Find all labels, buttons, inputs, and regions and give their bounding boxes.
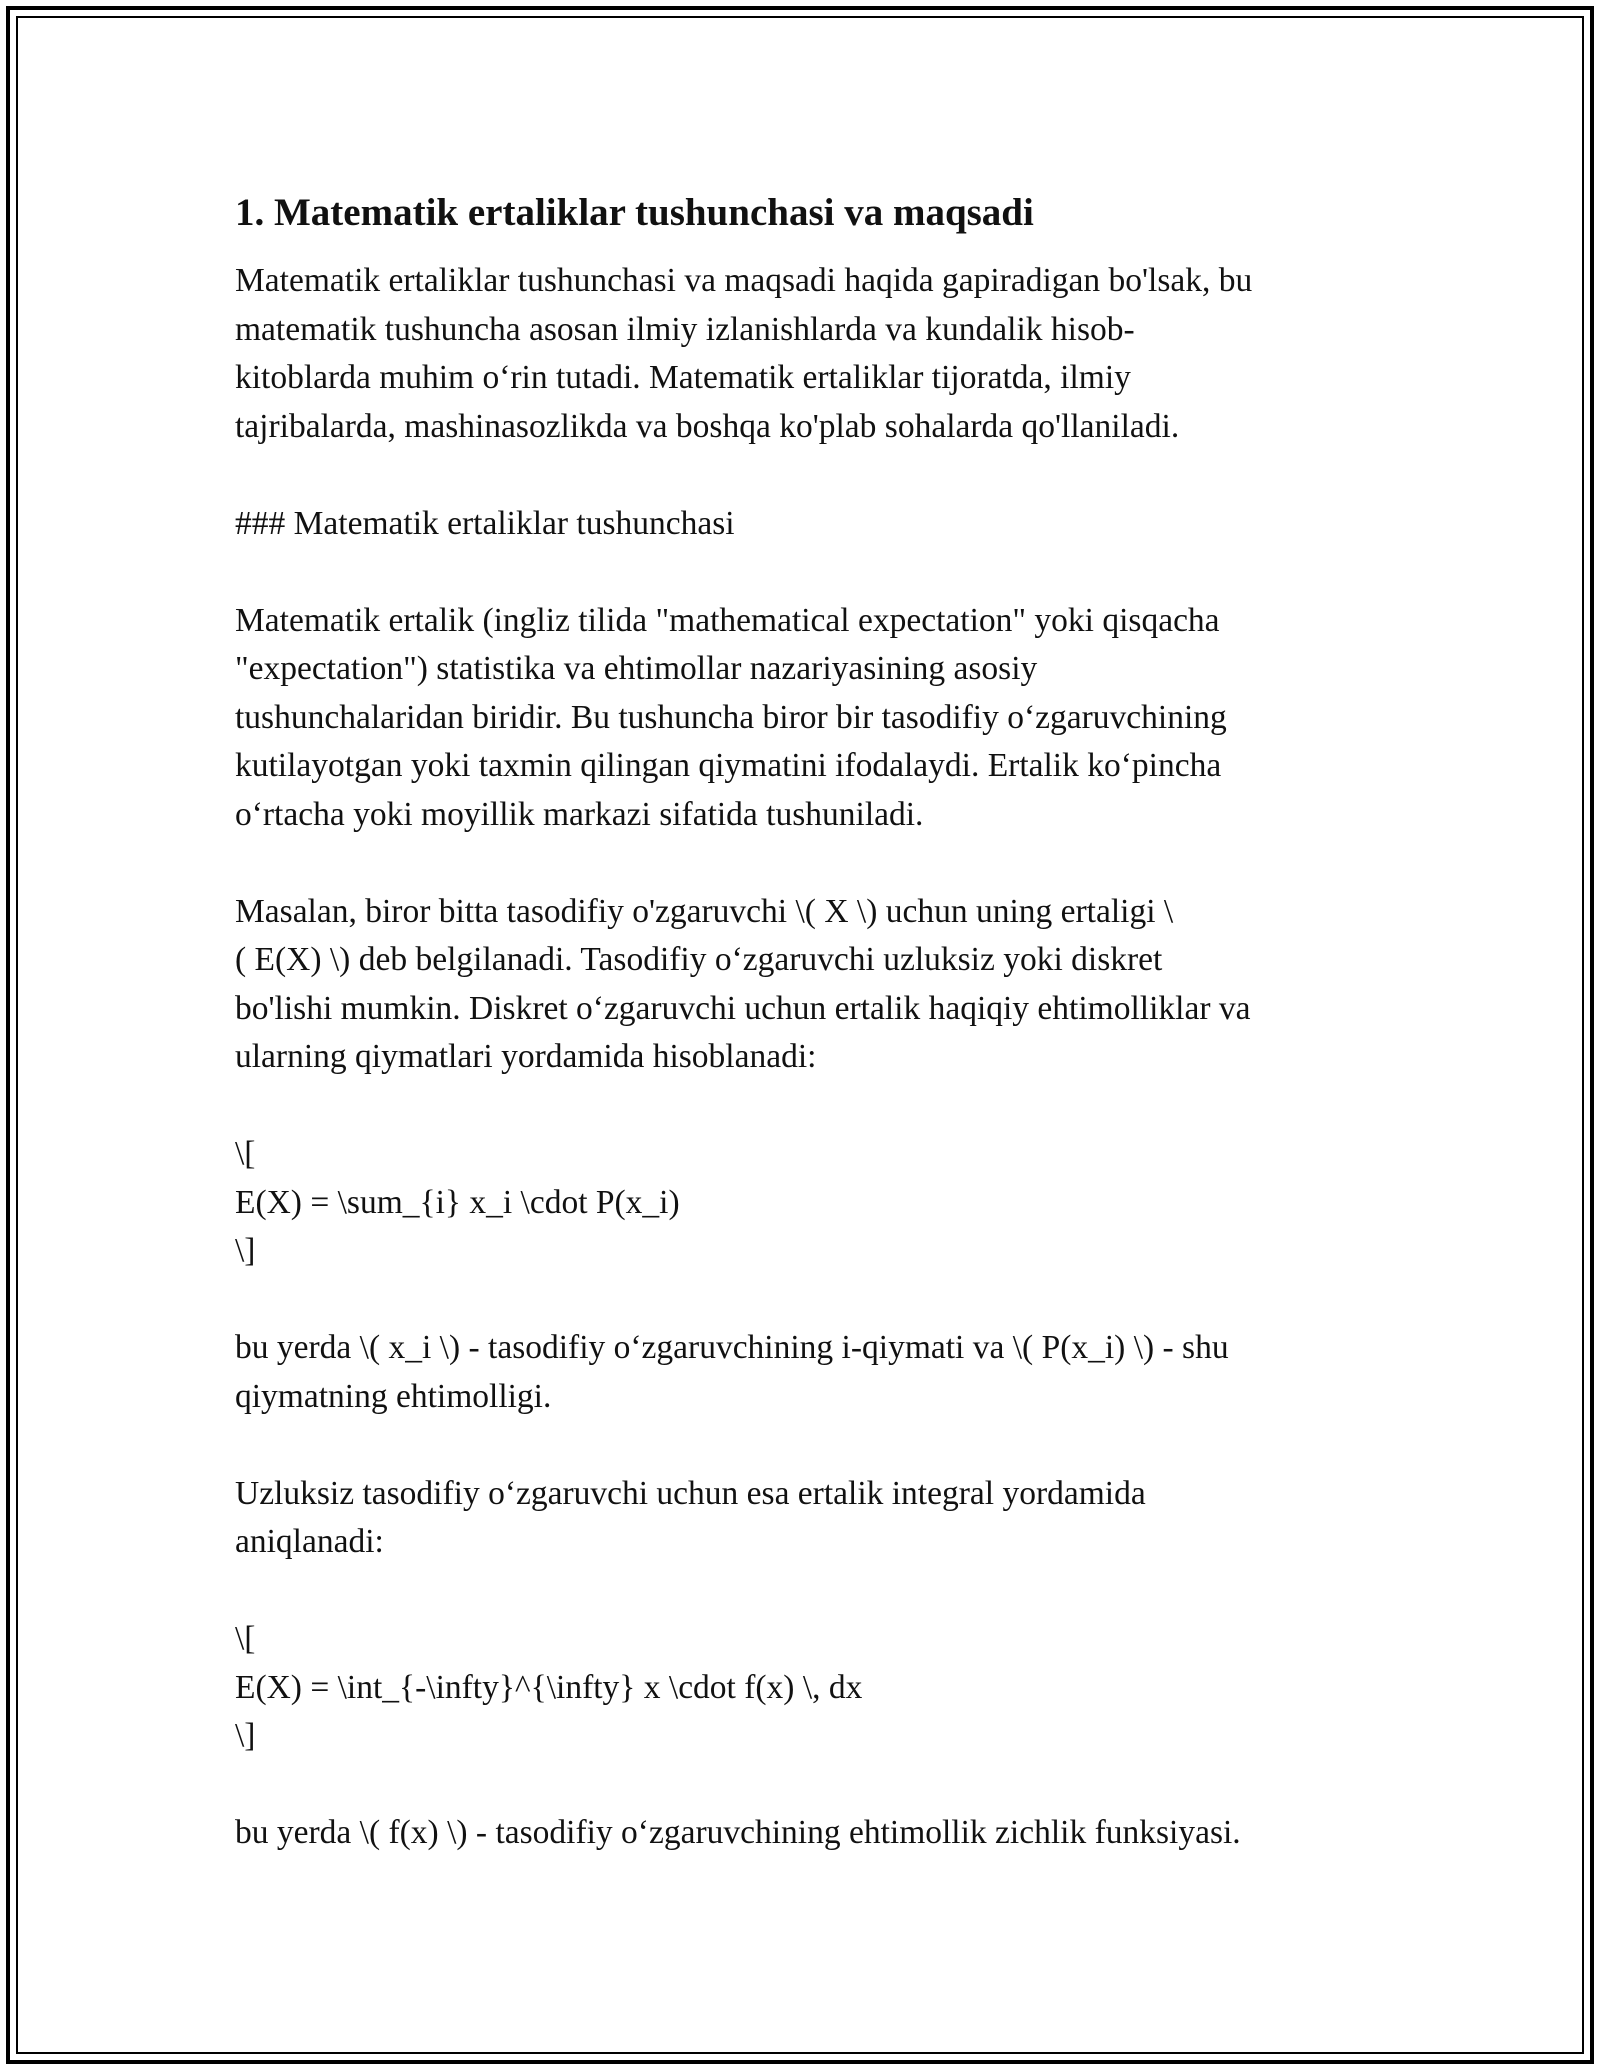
text-line: ularning qiymatlari yordamida hisoblanadi: [235, 1038, 817, 1075]
text-line: o‘rtacha yoki moyillik markazi sifatida tushuniladi. [235, 795, 924, 833]
spacer [235, 1276, 1365, 1325]
text-line: bu yerda \( f(x) \) - tasodifiy o‘zgaruvchining ehtimollik zichlik funksiyasi. [235, 1814, 1241, 1851]
text-line: matematik tushuncha asosan ilmiy izlanishlarda va kundalik hisob- [235, 310, 1135, 348]
spacer [235, 1761, 1365, 1810]
intro-paragraph [235, 257, 1365, 451]
spacer [235, 1082, 1365, 1131]
text-line: kitoblarda muhim o‘rin tutadi. Matematik ertaliklar tijoratda, ilmiy [235, 359, 1131, 396]
spacer [235, 1421, 1365, 1470]
formula-line: E(X) = \sum_{i} x_i \cdot P(x_i) [235, 1183, 680, 1221]
document-body [235, 187, 1365, 1858]
formula-line: \] [235, 1232, 256, 1269]
continuous-explanation [235, 1809, 1365, 1858]
text-line: "expectation") statistika va ehtimollar nazariyasining asosiy [235, 650, 1038, 687]
text-line: aniqlanadi: [235, 1523, 384, 1560]
spacer [235, 548, 1365, 597]
spacer [235, 1567, 1365, 1616]
discrete-explanation [235, 1324, 1365, 1421]
text-line: bu yerda \( x_i \) - tasodifiy o‘zgaruvchining i-qiymati va \( P(x_i) \) - shu [235, 1329, 1229, 1366]
text-line: Uzluksiz tasodifiy o‘zgaruvchi uchun esa ertalik integral yordamida [235, 1474, 1146, 1512]
text-line: Matematik ertaliklar tushunchasi va maqsadi haqida gapiradigan bo'lsak, bu [235, 262, 1253, 299]
text-line: tajribalarda, mashinasozlikda va boshqa ko'plab sohalarda qo'llaniladi. [235, 407, 1180, 445]
text-line: Masalan, biror bitta tasodifiy o'zgaruvchi \( X \) uchun uning ertaligi \ [235, 892, 1174, 930]
spacer [235, 451, 1365, 500]
text-line: bo'lishi mumkin. Diskret o‘zgaruvchi uchun ertalik haqiqiy ehtimolliklar va [235, 989, 1251, 1027]
text-line: Matematik ertalik (ingliz tilida "mathematical expectation" yoki qisqacha [235, 601, 1220, 639]
formula-line: \] [235, 1717, 256, 1754]
text-line: tushunchalaridan biridir. Bu tushuncha biror bir tasodifiy o‘zgaruvchining [235, 698, 1227, 736]
subheading-line: ### Matematik ertaliklar tushunchasi [235, 504, 735, 542]
text-line: qiymatning ehtimolligi. [235, 1377, 552, 1415]
spacer [235, 839, 1365, 888]
text-line: ( E(X) \) deb belgilanadi. Tasodifiy o‘zgaruvchi uzluksiz yoki diskret [235, 941, 1163, 978]
continuous-intro [235, 1470, 1365, 1567]
section-heading: 1. Matematik ertaliklar tushunchasi va maqsadi [235, 191, 1034, 234]
formula-discrete [235, 1130, 1365, 1276]
definition-paragraph [235, 597, 1365, 840]
formula-line: E(X) = \int_{-\infty}^{\infty} x \cdot f(x) \, dx [235, 1668, 863, 1706]
formula-line: \[ [235, 1135, 256, 1172]
formula-line: \[ [235, 1620, 256, 1657]
formula-continuous [235, 1615, 1365, 1761]
text-line: kutilayotgan yoki taxmin qilingan qiymatini ifodalaydi. Ertalik ko‘pincha [235, 747, 1222, 784]
example-paragraph [235, 888, 1365, 1082]
